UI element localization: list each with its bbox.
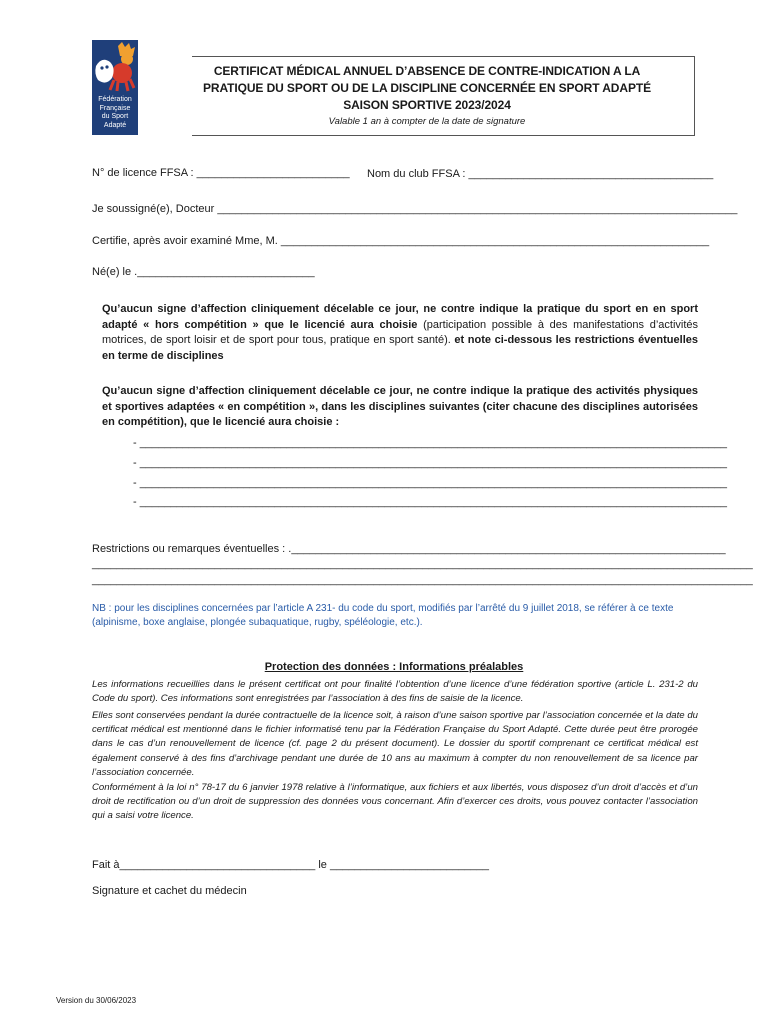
- clause2-bold: Qu’aucun signe d’affection cliniquement décelable ce jour, ne contre indique la pratique des activités physiques et sportives adaptées « en compétition », dans les disciplines suivantes (citer chacune des disciplines autorisées en compétition), que le licencié aura choisie :: [102, 385, 698, 428]
- data-protection-paragraph-1: Les informations recueillies dans le présent certificat ont pour finalité l’obtention d’une licence d’une fédération sportive (article L. 231-2 du Code du sport). Ces informations sont enregistrées par l’association à des fins de saisie de la licence.: [92, 679, 698, 705]
- restrictions-field[interactable]: Restrictions ou remarques éventuelles : ._______________________________________________________________________: [92, 543, 726, 555]
- data-protection-paragraph-3: Conformément à la loi n° 78-17 du 6 janvier 1978 relative à l’informatique, aux fichiers et aux libertés, vous disposez d’un droit d’accès et d’un droit de rectification ou d’un droit de suppression des données vous concernant. Afin d’exercer ces droits, vous pouvez contacter l’association qui a saisi votre licence.: [92, 782, 698, 822]
- validity-subtitle: Valable 1 an à compter de la date de signature: [328, 116, 526, 127]
- discipline-line-4[interactable]: - ________________________________________________________________________________________________: [133, 496, 728, 508]
- clause1-bold-a: Qu’aucun signe d’affection cliniquement décelable ce jour, ne contre indique la pratique du sport en en sport adapté « hors compétition » que le licencié aura choisie: [102, 303, 698, 331]
- logo-text-line: Française: [99, 104, 131, 112]
- data-protection-paragraph-2: Elles sont conservées pendant la durée contractuelle de la licence soit, à raison d’une saison sportive par l’association concernée et la date du certificat médical est mentionné dans le fichier informatisé tenu par la Fédération Française du Sport Adapté. Cette durée peut être prorogée dans le cas d’un renouvellement de licence (cf. page 2 du présent document). Le dossier du sportif comprenant ce certificat médical est également conservé à des fins d’archivage pendant une durée de 10 ans au maximum à compter du non renouvellement de sa licence par l’association concernée.: [92, 710, 698, 778]
- signature-label: Signature et cachet du médecin: [92, 885, 247, 897]
- version-footer: Version du 30/06/2023: [56, 996, 137, 1005]
- clause-hors-competition: [102, 302, 698, 364]
- restrictions-line-3[interactable]: ____________________________________________________________________________________________________________: [92, 574, 753, 586]
- logo-text-line: Adapté: [103, 121, 127, 129]
- discipline-line-1[interactable]: - ________________________________________________________________________________________________: [133, 437, 728, 449]
- licence-number-field[interactable]: N° de licence FFSA : _________________________: [92, 167, 350, 179]
- title-line: PRATIQUE DU SPORT OU DE LA DISCIPLINE CONCERNÉE EN SPORT ADAPTÉ: [203, 81, 651, 95]
- title-line: SAISON SPORTIVE 2023/2024: [343, 98, 511, 112]
- birth-date-field[interactable]: Né(e) le ._____________________________: [92, 266, 315, 278]
- discipline-line-2[interactable]: - ________________________________________________________________________________________________: [133, 457, 728, 469]
- ffsa-logo: [92, 40, 138, 135]
- club-name-field[interactable]: Nom du club FFSA : ________________________________________: [367, 168, 714, 180]
- data-protection-title: Protection des données : Informations préalables: [264, 661, 524, 673]
- restrictions-line-2[interactable]: ____________________________________________________________________________________________________________: [92, 558, 753, 570]
- place-date-field[interactable]: Fait à________________________________ le __________________________: [92, 859, 490, 871]
- document-title: [192, 63, 662, 114]
- title-line: CERTIFICAT MÉDICAL ANNUEL D’ABSENCE DE CONTRE-INDICATION A LA: [213, 64, 641, 78]
- clause1-bold-b: et note ci-dessous les restrictions éventuelles en terme de disciplines: [102, 334, 698, 362]
- logo-text-line: Fédération: [98, 96, 132, 103]
- clause-en-competition: [102, 384, 698, 431]
- nb-note: NB : pour les disciplines concernées par l’article A 231- du code du sport, modifiés par l’arrêté du 9 juillet 2018, se référer à ce texte (alpinisme, boxe anglaise, plongée subaquatique, rugby, spéléologie, etc.).: [92, 603, 674, 628]
- patient-name-field[interactable]: Certifie, après avoir examiné Mme, M. ______________________________________________________________________: [92, 235, 710, 247]
- doctor-name-field[interactable]: Je soussigné(e), Docteur _____________________________________________________________________________________: [92, 203, 738, 215]
- clause1-normal: (participation possible à des manifestations d’activités motrices, de sport loisir et de sport pour tous, pratique en sport santé).: [102, 318, 698, 346]
- logo-text-line: du Sport: [101, 113, 129, 120]
- discipline-line-3[interactable]: - ________________________________________________________________________________________________: [133, 477, 728, 489]
